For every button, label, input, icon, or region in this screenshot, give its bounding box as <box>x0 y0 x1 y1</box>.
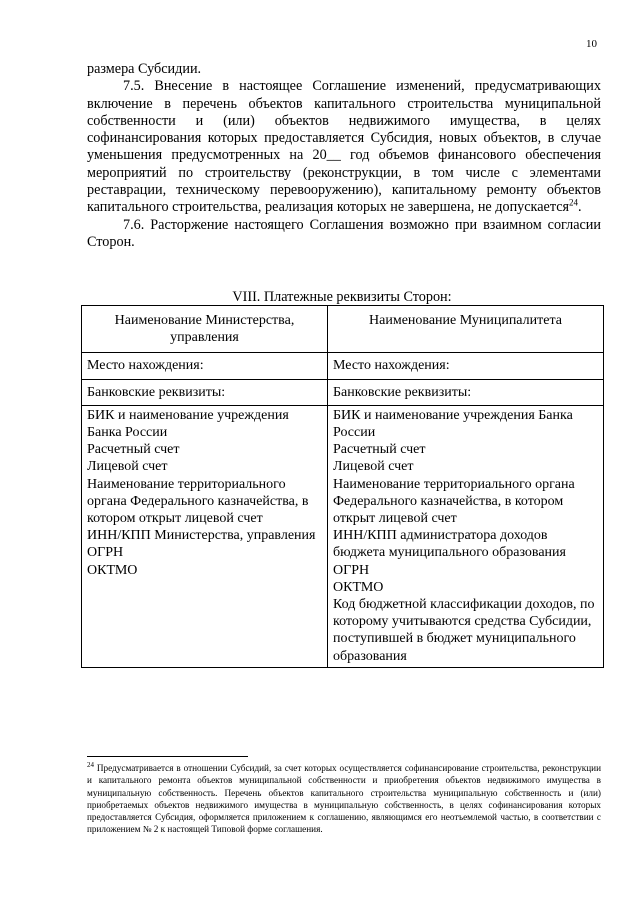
details-item: Наименование территориального органа Федерального казначейства, в котором открыт лицевой счет <box>87 476 309 527</box>
details-item: Наименование территориального органа Федерального казначейства, в котором открыт лицевой счет <box>333 476 575 527</box>
location-municipality: Место нахождения: <box>328 353 604 379</box>
details-ministry <box>82 405 328 667</box>
details-item: Расчетный счет <box>333 442 426 458</box>
details-item: ОГРН <box>87 545 124 561</box>
details-item: ИНН/КПП администратора доходов бюджета муниципального образования <box>333 528 566 561</box>
details-item: ОГРН <box>333 562 370 578</box>
details-item: БИК и наименование учреждения Банка России <box>333 407 573 441</box>
details-item: Расчетный счет <box>87 442 180 458</box>
header-ministry: Наименование Министерства, управления <box>82 306 328 353</box>
details-item: ОКТМО <box>87 562 138 578</box>
location-ministry: Место нахождения: <box>82 353 328 379</box>
details-item: Лицевой счет <box>87 459 168 475</box>
table-row-bank <box>82 379 604 405</box>
footnote <box>87 762 601 836</box>
body-text <box>87 61 601 251</box>
details-item: Лицевой счет <box>333 459 414 475</box>
paragraph-7-5-text: 7.5. Внесение в настоящее Соглашение изменений, предусматривающих включение в перечень объектов капитального строительства муниципальной собственности и (или) объектов недвижимого имущества, в целях софинансирования которых предоставляется Субсидия, новых объектов, в случае уменьшения предусмотренных на 20__ год объемов финансового обеспечения мероприятий по строительству (реконструкции, в том числе с элементами реставрации, техническому перевооружению), капитальному ремонту объектов капитального строительства, реализация которых не завершена, не допускается <box>87 78 601 216</box>
header-municipality: Наименование Муниципалитета <box>328 306 604 353</box>
paragraph-7-6: 7.6. Расторжение настоящего Соглашения возможно при взаимном согласии Сторон. <box>87 216 601 250</box>
paragraph-7-5 <box>87 78 601 216</box>
footnote-separator <box>87 756 248 757</box>
footnote-number: 24 <box>87 760 94 769</box>
details-municipality <box>328 405 604 667</box>
paragraph-continuation: размера Субсидии. <box>87 61 202 77</box>
details-item: БИК и наименование учреждения Банка России <box>87 407 289 441</box>
paragraph-7-5-end: . <box>578 199 582 216</box>
table-row-location <box>82 353 604 379</box>
footnote-text: Предусматривается в отношении Субсидий, за счет которых осуществляется софинансирование строительства, реконструкции и капитального ремонта объектов муниципальной собственности и приобретения объектов недвижимого имущества в муниципальную собственность. Перечень объектов капитального строительства муниципальную собственность и (или) приобретаемых объектов недвижимого имущества в муниципальную собственность, в целях софинансирования которых предоставляется Субсидия, оформляется приложением к соглашению, являющимся его неотъемлемой частью, в соответствии с приложением № 2 к настоящей Типовой форме соглашения. <box>87 763 601 835</box>
details-item: Код бюджетной классификации доходов, по которому учитываются средства Субсидии, поступившей в бюджет муниципального образования <box>333 597 595 664</box>
table-row-details <box>82 405 604 667</box>
footnote-reference[interactable]: 24 <box>569 197 579 208</box>
bank-municipality: Банковские реквизиты: <box>328 379 604 405</box>
details-item: ИНН/КПП Министерства, управления <box>87 528 316 544</box>
payment-requisites-table <box>81 305 604 668</box>
table-header-row <box>82 306 604 353</box>
section-title: VIII. Платежные реквизиты Сторон: <box>232 289 452 305</box>
bank-ministry: Банковские реквизиты: <box>82 379 328 405</box>
details-item: ОКТМО <box>333 579 384 595</box>
page-number: 10 <box>586 38 597 50</box>
